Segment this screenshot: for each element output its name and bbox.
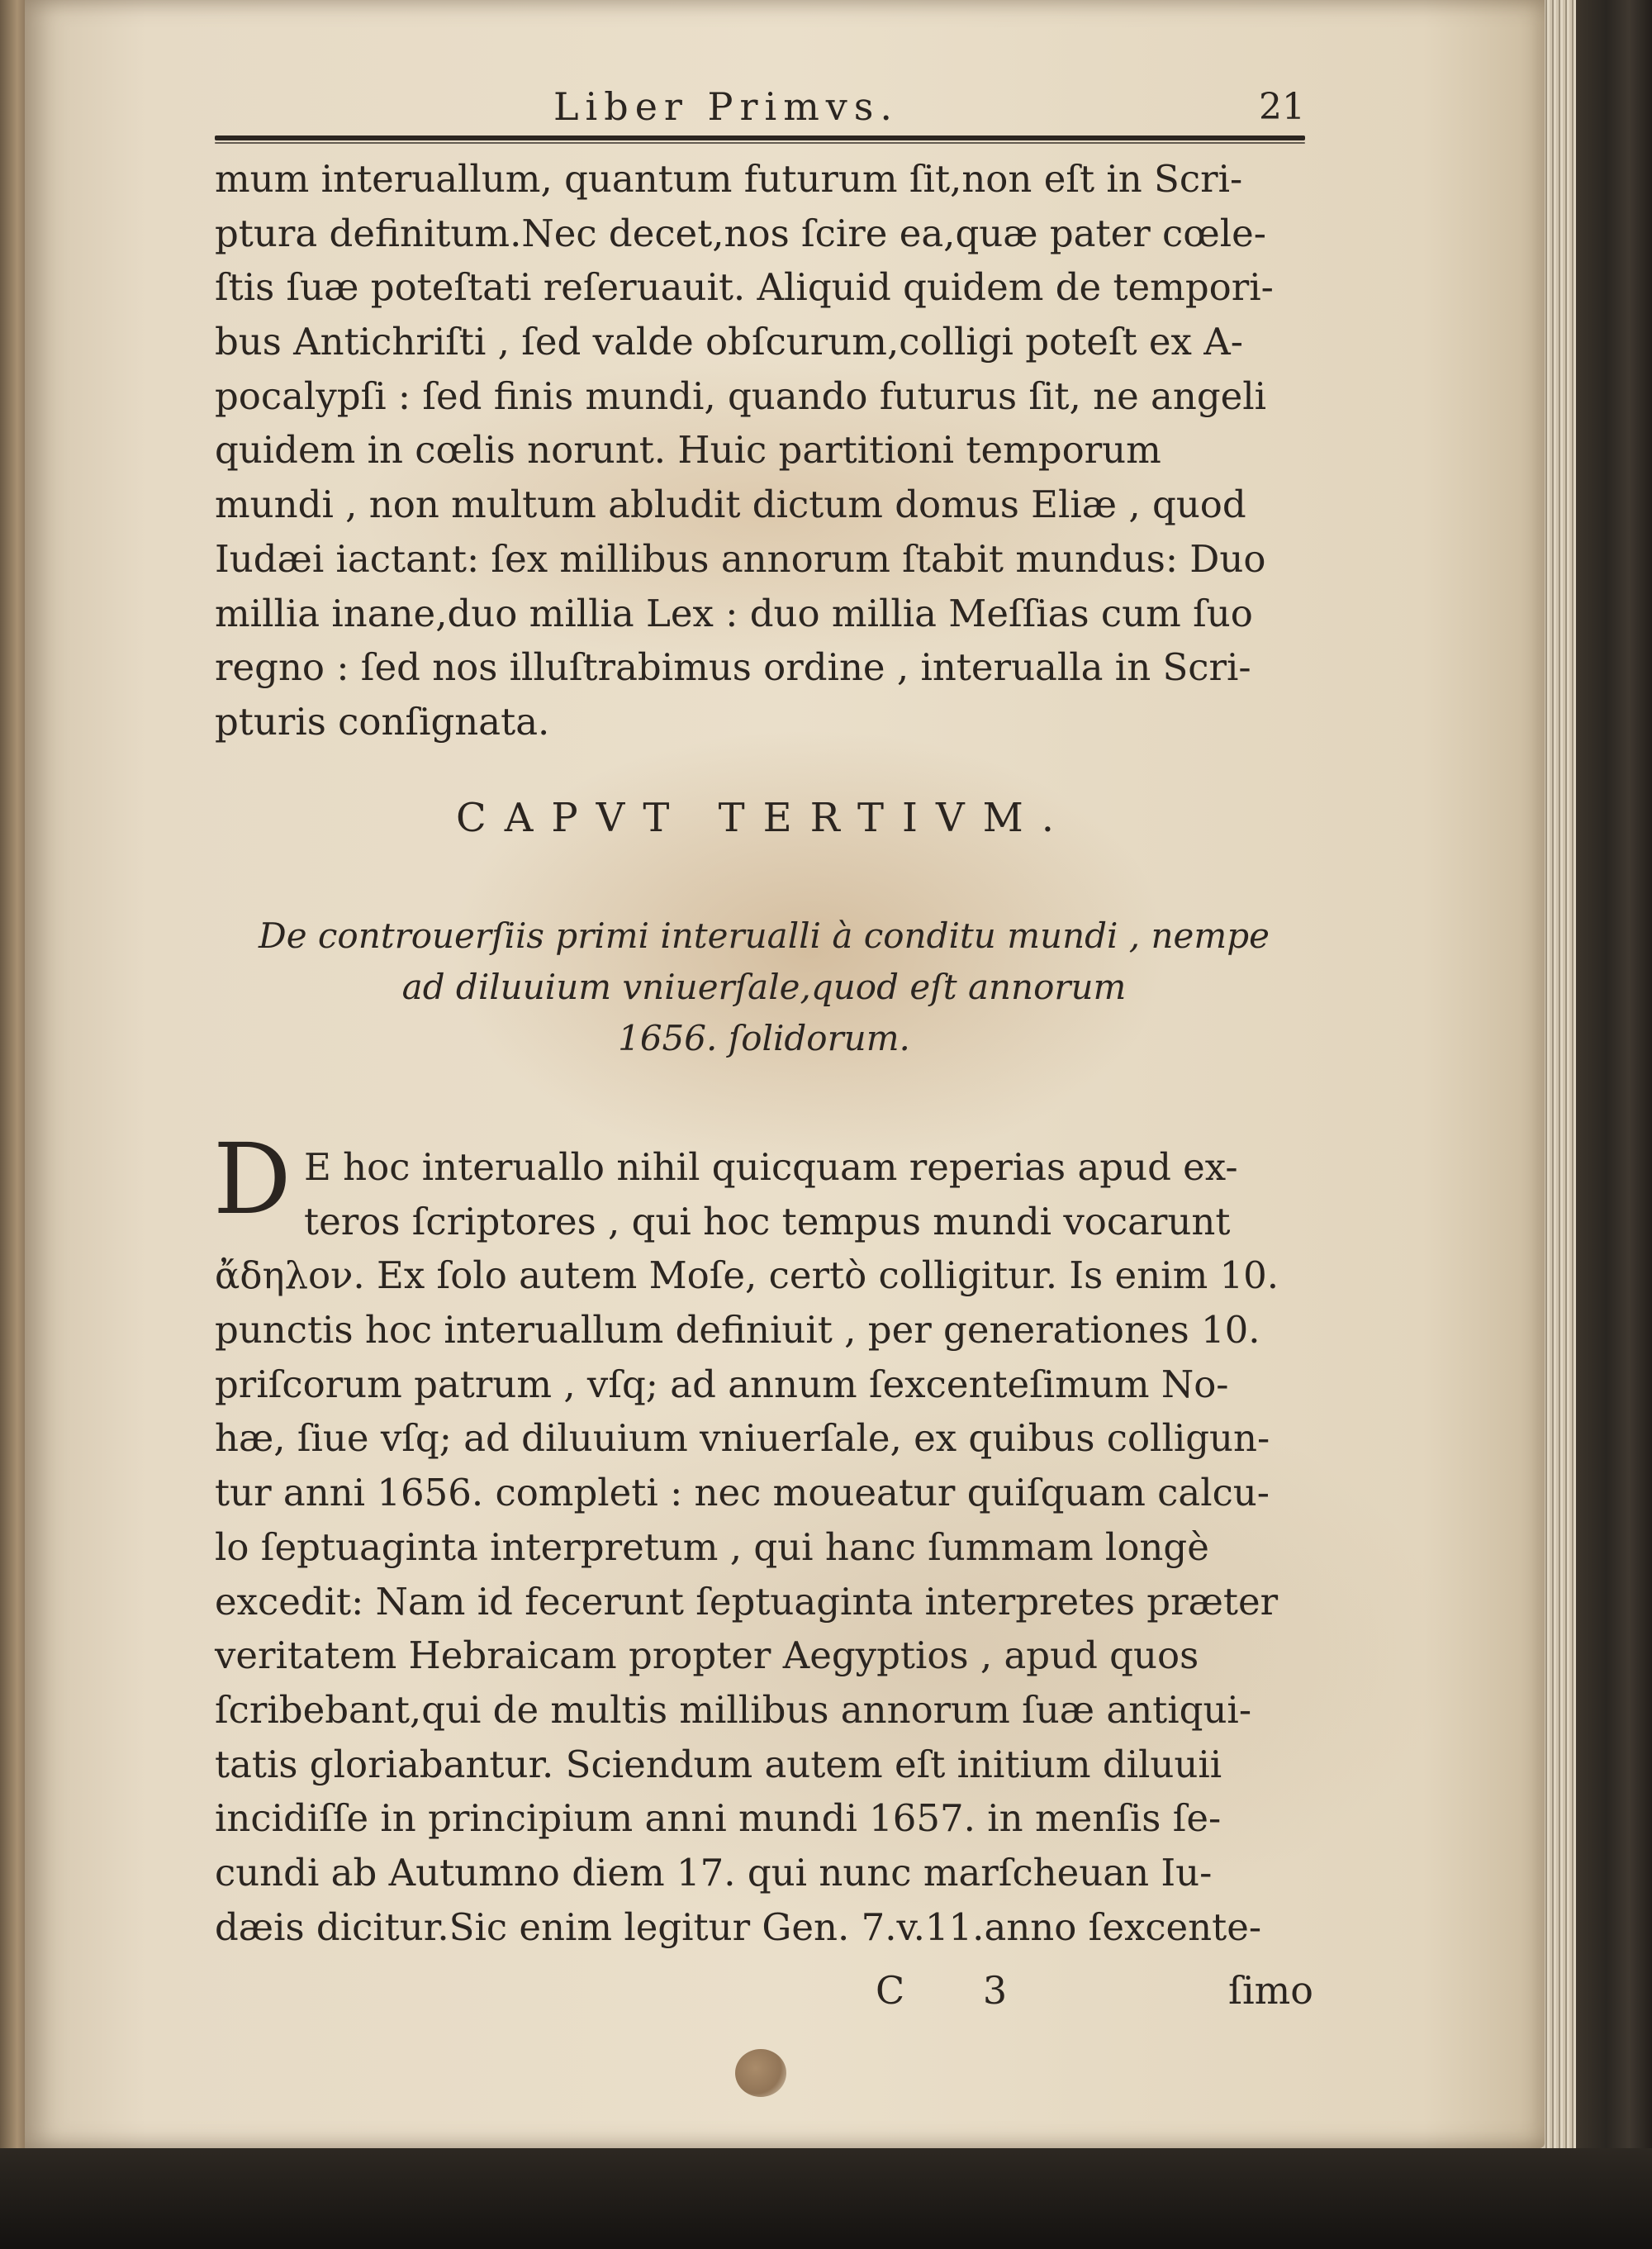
text-line: bus Antichriſti , ſed valde obſcurum,colligi poteſt ex A- — [215, 320, 1243, 364]
binding-cover-edge — [1576, 0, 1652, 2249]
signature-mark: C 3 — [876, 1968, 1041, 2013]
text-line: pocalypſi : ſed finis mundi, quando futurus ſit, ne angeli — [215, 373, 1267, 418]
chapter-summary — [215, 911, 1313, 1064]
text-line: lo ſeptuaginta interpretum , qui hanc ſummam longè — [215, 1524, 1209, 1569]
running-title: Liber Primvs. — [553, 84, 900, 129]
text-line: mum interuallum, quantum futurum ſit,non eſt in Scri- — [215, 157, 1243, 201]
header-rule — [215, 136, 1305, 140]
catchword: ſimo — [1227, 1968, 1313, 2013]
drop-cap-initial: D — [213, 1122, 292, 1236]
text-line: cundi ab Autumno diem 17. qui nunc marſcheuan Iu- — [215, 1850, 1213, 1895]
header-rule-thin — [215, 142, 1305, 144]
text-line: dæis dicitur.Sic enim legitur Gen. 7.v.11.anno ſexcente- — [215, 1904, 1262, 1949]
text-line: regno : ſed nos illuſtrabimus ordine , interualla in Scri- — [215, 645, 1251, 690]
text-line: priſcorum patrum , vſq; ad annum ſexcenteſimum No- — [215, 1362, 1229, 1406]
text-line: incidiſſe in principium anni mundi 1657. in menſis ſe- — [215, 1796, 1222, 1841]
main-paragraph — [215, 1140, 1313, 1954]
text-line: pturis conſignata. — [215, 699, 550, 744]
text-line: hæ, ſiue vſq; ad diluuium vniuerſale, ex quibus colligun- — [215, 1416, 1270, 1461]
paper-stain — [735, 2049, 786, 2097]
page-number: 21 — [1259, 86, 1305, 128]
text-line: tur anni 1656. completi : nec moueatur quiſquam calcu- — [215, 1471, 1270, 1515]
summary-line: 1656. ſolidorum. — [618, 1018, 910, 1058]
text-line: ἄδηλον. Ex ſolo autem Moſe, certò colligitur. Is enim 10. — [215, 1253, 1279, 1298]
summary-line: ad diluuium vniuerſale,quod eſt annorum — [401, 967, 1127, 1007]
text-line: Iudæi iactant: ſex millibus annorum ſtabit mundus: Duo — [215, 536, 1266, 581]
text-line: punctis hoc interuallum definiuit , per generationes 10. — [215, 1308, 1260, 1353]
text-line: millia inane,duo millia Lex : duo millia Meſſias cum ſuo — [215, 591, 1253, 635]
page-footer — [215, 1968, 1313, 2023]
text-line: ptura definitum.Nec decet,nos ſcire ea,quæ pater cœle- — [215, 211, 1266, 255]
text-line: ſtis ſuæ poteſtati reſeruauit. Aliquid quidem de tempori- — [215, 265, 1274, 310]
chapter-heading: CAPVT TERTIVM. — [455, 795, 1073, 841]
summary-line: De controuerſiis primi interualli à conditu mundi , nempe — [259, 915, 1270, 956]
text-line: veritatem Hebraicam propter Aegyptios , apud quos — [215, 1633, 1199, 1678]
book-page — [25, 0, 1545, 2148]
text-line: tatis gloriabantur. Sciendum autem eſt initium diluuii — [215, 1742, 1222, 1786]
continued-paragraph — [215, 152, 1313, 749]
text-line: excedit: Nam id fecerunt ſeptuaginta interpretes præter — [215, 1579, 1279, 1624]
page-header — [215, 76, 1305, 134]
background-below-page — [0, 2148, 1652, 2249]
text-line: teros ſcriptores , qui hoc tempus mundi vocarunt — [304, 1199, 1231, 1243]
text-line: mundi , non multum abludit dictum domus Eliæ , quod — [215, 483, 1246, 527]
text-line: ſcribebant,qui de multis millibus annorum ſuæ antiqui- — [215, 1687, 1252, 1732]
text-line: quidem in cœlis norunt. Huic partitioni temporum — [215, 428, 1161, 473]
text-line: E hoc interuallo nihil quicquam reperias apud ex- — [304, 1145, 1238, 1189]
